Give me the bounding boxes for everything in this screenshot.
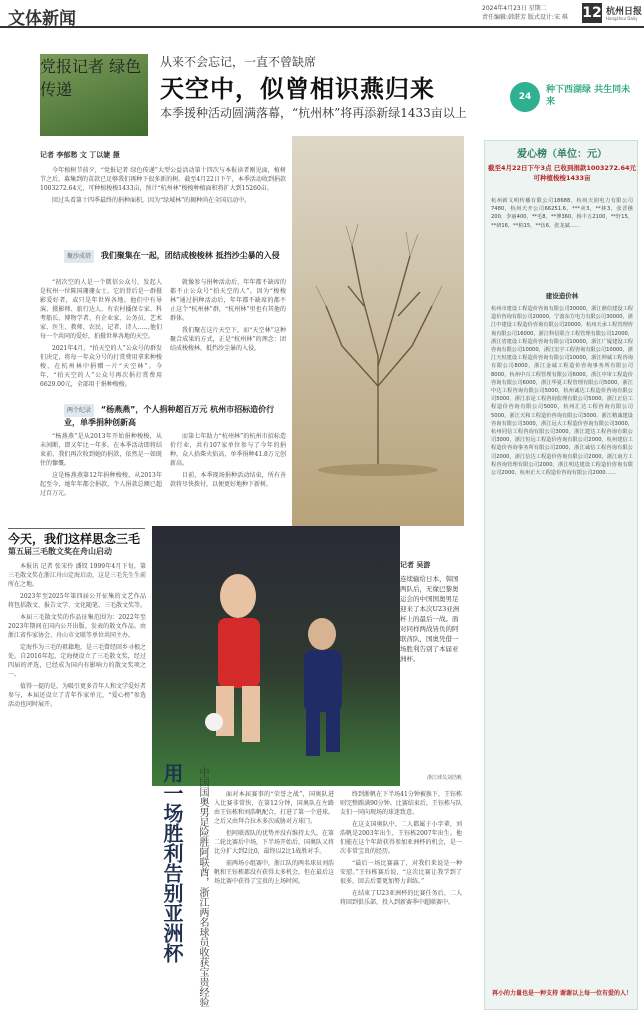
culture-article-body [8,562,146,712]
lead-para: 就像参与捐种活动后，年年都不缺席的都不止公众号“拍天空的人”。因为“梭梭林”通过捐种活动后，年年都不缺席的都不止这个“杭州林”群，“杭州林”里也有其他的群体。 [170,279,286,322]
lead-col1 [40,278,162,392]
lead-para: 我们聚在这片天空下，而“天空林”这种聚合成果的方式，正是“杭州林”的理念：团结成梭梭林，抵挡沙尘暴的入侵。 [170,327,286,352]
soccer-para: “最后一场比赛赢了，对我们来说是一种安慰。”王钰栋赛后说，“这次比赛让我学到了很多，回去后要更加努力训练。” [340,860,462,885]
newspaper-logo-sub: Hangzhou Daily [606,16,638,21]
section-divider [8,528,145,529]
issue-editors: 责任编辑:韩湛芳 版式设计:宋 琪 [482,14,568,21]
saxaul-tree-photo [292,136,464,526]
individual-donors-text: 杭州新文明传播有限公司18688，杭州天润电力有限公司7480，杭州天开公司66251.6，***卖3，**林3，张晋樵200，李丽400，**毛8，**博360，杨丰五2100，**轩15，**研16，**柏15，**伍6，张龙斌…… [491,198,633,229]
caption-reporter: 记者 吴游 [400,561,431,569]
photo-credit: 浙江球员刘浩帆 [426,775,462,781]
lead-para: 目前，本季现场捐种活动结束，所有善款将尽快拨付，以便更好地种下新树。 [170,472,286,488]
page-number: 12 [582,5,602,21]
lead-col2 [170,278,286,356]
soccer-match-photo [152,526,400,786]
donor-list-footer: 再小的力量也是一种支持 谢谢以上每一位有爱的人！ [491,990,633,997]
campaign-banner-tag: 党报记者 绿色传递 [40,57,142,99]
section-title: 文体新闻 [8,9,76,29]
lead-col1-b [40,432,162,501]
subsection-chip: 两个纪录 [64,404,94,417]
subsection-title-text: 我们聚集在一起，团结成梭梭林 抵挡沙尘暴的入侵 [100,251,280,260]
donation-summary: 截至4月22日下午3点 已收到捐款1003272.64元 可种植梭梭1433亩 [487,164,637,182]
soccer-para: 但阿联酋队的优势并没有维持太久，在第二轮比赛后中场，下半场开始后，国奥队又将比分扩大到2比0，最终以2比1战胜对手。 [214,830,335,855]
culture-para: 值得一提的是，为吸引更多青年人和文学爱好者参与，本届还设立了青年作家单元，“爱心榜”参选活动也同时展开。 [8,683,147,708]
newspaper-logo: 杭州日报 [606,7,643,17]
lead-para: “杨燕燕”是从2013年开始捐种梭梭，从未间断，即又年比一年多。在本季活动即将结束前，我们再次收到她的捐款，依然是一如既往的慷慨。 [40,433,162,467]
issue-date: 2024年4月23日 星期二 [482,5,547,12]
campaign-badge-number: 24 [510,82,540,112]
soccer-col1 [214,790,334,889]
caption-text: 连续输给日本、韩国两队后，无缘巴黎奥运会的中国国奥男足迎来了本次U23亚洲杯上的最后一战。面对同样两战皆负的阿联酋队，国奥凭借一场胜利告别了本届亚洲杯。 [400,575,460,663]
lead-intro-para: 今年植树节前夕，“党报记者 绿色传递”大型公益活动第十四次与本报读者刚见面，植树节之后，募集到的苗款已足够我们再种下很多新的树。截至4月22日下午，本季活动收到捐款1003272.64元，可种植梭梭1433亩，预计“杭州林”梭梭种植面积将扩大到15260亩。 [40,167,286,192]
subsection-chip: 聚沙成塔 [64,250,94,263]
lead-para: “初次空的人是一个微信公众号，发起人是杭州一位陈国珊珊女士，它的背后是一群摄影爱好者，或只是年世界各地。他们中有导演、摄影师、旅行达人、有农村播保专家、科考船长、博物学者、有企业家、公务员、艺术家、医生、教师、农民、记者、诗人……他们每一个共同的爱好，拍摄世界各地的天空。 [40,279,162,340]
culture-para: 本届三毛散文奖的作品征集范围为：2022年至2023年期间在国内公开出版、发表的散文作品。由浙江省作家协会、舟山市文联等单位共同主办。 [8,614,146,639]
soccer-vertical-headline: 用一场胜利告别亚洲杯 [160,763,184,963]
page-header [0,0,644,28]
saxaul-tree-illustration [292,136,464,526]
lead-para: 而第七年助力“杭州林”的杭州市招标造价行业，共有107家单位参与了今年的捐种，众人拾柴火焰高，单季捐种41.8万元创新高。 [170,433,286,467]
lead-subsection-2-title [64,404,288,428]
issue-meta [482,4,582,22]
soccer-col2 [340,790,462,910]
lead-kicker: 从来不会忘记，一直不曾缺席 [160,55,317,69]
soccer-para: 在结束了U23亚洲杯的比赛任务后，二人将回到俱乐部，投入到新赛季中超联赛中。 [340,890,462,906]
corporate-donors-text: 杭州市建设工程造价咨询有限公司30000，浙江鼎信建设工程造价咨询有限公司20000，宁波东方电力有限公司30000，浙江中建设工程造价咨询有限公司20000，杭州天承工程管理咨询有限公司16000，浙江科信联合工程管理有限公司12000，浙江省建设工程造价咨询有限公司10000，浙江广厦建设工程咨询有限公司10000，浙江宏宇工程咨询有限公司10000，浙江天恒建设工程造价咨询有限公司10000，浙江坤诚工程咨询有限公司8000，浙江金诚工程造价咨询事务所有限公司8000，杭州中兴工程管理有限公司6000，浙江中审工程造价咨询有限公司6000，浙江华夏工程管理有限公司5000，浙江中达工程咨询有限公司5000，杭州诚达工程造价咨询有限公司5000，浙江求是工程咨询监理有限公司5000，浙江正信工程造价咨询有限公司5000，杭州汇达工程咨询有限公司5000，浙江天和工程造价咨询有限公司3000，浙江精诚建设咨询有限公司3000，浙江远大工程造价咨询有限公司3000，杭州同信工程咨询有限公司3000，浙江建达工程咨询有限公司3000，浙江恒远工程造价咨询有限公司2000，杭州建信工程造价咨询事务所有限公司2000，浙江诚信工程咨询有限公司2000，浙江信达工程造价咨询有限公司2000，浙江南方工程咨询管理有限公司2000，浙江明达建设工程造价咨询有限公司2000，杭州正大工程造价咨询有限公司2000…… [491,306,633,477]
lead-intro [40,166,286,208]
lead-para: 2021年4月，“拍天空的人”公众号的群发们决定，将每一年众分号的打赏费用拿来种梭梭，在杭州林中捐赠一片“天空林”。今年，“拍天空的人”公众号再次捐打赏费用6629.00元，全部用于捐种梭梭。 [40,345,162,388]
campaign-badge-text: 种下西湖绿 共生同未来 [546,85,631,107]
soccer-photo-caption [400,560,460,664]
lead-col2-b [170,432,286,492]
soccer-para: 面对本届赛事的“荣誉之战”，国奥队进入比赛非常快，在第12分钟，国奥队在左路由王钰栋和刘浩帆配合，打进了第一个进球。之后又由拜合拉木多次威胁对方球门。 [214,791,335,825]
lead-para: 这是杨燕燕第12年捐种梭梭，从2013年起至今，她年年都会捐款，个人捐款总额已超过百万元。 [40,472,162,497]
culture-para: 2023年至2025年第四届公开征集的文艺作品将包括散文、报告文学、文化随笔、三毛散文奖等。 [8,593,147,609]
soccer-vertical-subhead: 中国国奥男足险胜阿联酋，浙江两名球员收获宝贵经验 [197,767,208,1007]
lead-byline: 记者 李郁愁 文 丁以婕 摄 [40,151,120,159]
soccer-para: 前两场小组赛中，浙江队的两名球员刘浩帆和王钰栋都没有获得太多机会，但在最后这场比赛中获得了宝贵的上场时间。 [214,860,335,885]
culture-para: 本报讯 记者 张宋伶 潘钗 1999年4月下旬，第三毛散文奖在浙江舟山定海启动，这是三毛先生生前所在之地。 [8,563,147,588]
culture-article-title: 今天，我们这样思念三毛 [8,532,141,546]
donor-list-sidebar [484,140,638,1010]
donor-category-title: 建设造价林 [545,292,579,300]
culture-article-subtitle: 第五届三毛散文奖在舟山启动 [8,547,112,556]
donor-list-title: 爱心榜（单位：元） [517,149,607,160]
lead-subhead: 本季援种活动圆满落幕，“杭州林”将再添新绿1433亩以上 [160,106,467,120]
lead-intro-para: 回过头看第十四季最终的捐种面积，因为“绿城林”的揭种尚在全国启动中。 [52,197,251,204]
soccer-para: 在这支国奥队中，二人都属于小字辈，刘浩帆是2003年出生，王钰栋2007年出生。他们能在这个年龄获得参加亚洲杯的机会，是一次非常宝贵的经历。 [340,821,462,855]
lead-headline: 天空中，似曾相识燕归来 [160,75,435,103]
soccer-para: 终到浙帆在下半场41分钟被换下，王钰栋则完整踢满90分钟。比赛结束后，王钰栋与队友们一同向现场的球迷致意。 [340,791,462,816]
soccer-players-illustration [152,526,400,786]
culture-para: 定海作为三毛的祖籍地，是三毛曾经回乡寻根之处。自2016年起，定海便设立了三毛散文奖，经过四届的评选，已经成为国内有影响力的散文奖项之一。 [8,644,147,678]
lead-subsection-1-title [64,250,284,263]
subsection-title-text: “杨燕燕”，个人捐种超百万元 杭州市招标造价行业，单季捐种创新高 [64,405,275,427]
